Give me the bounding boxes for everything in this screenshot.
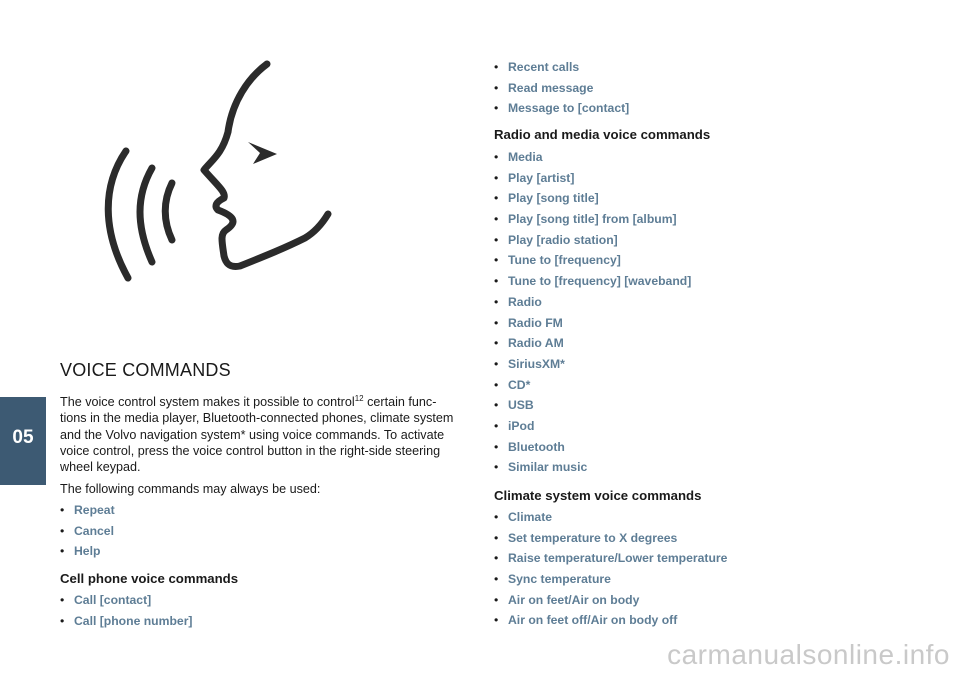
command-item: • Radio FM (494, 315, 691, 336)
sound-wave-middle (140, 168, 152, 262)
command-item: • SiriusXM* (494, 356, 691, 377)
sound-wave-outer (108, 151, 128, 278)
voice-control-speaking-head-icon (100, 56, 350, 286)
cell-phone-commands-continued (494, 59, 629, 121)
section-title: VOICE COMMANDS (60, 360, 231, 380)
command-item: • Climate (494, 509, 727, 530)
command-item: • Sync temperature (494, 571, 727, 592)
face-profile (204, 64, 328, 267)
command-item: • Air on feet off/Air on body off (494, 612, 727, 633)
command-item: • Help (60, 543, 115, 564)
intro-paragraph (60, 394, 462, 475)
command-item: • Media (494, 149, 691, 170)
command-item: • iPod (494, 418, 691, 439)
chapter-tab (0, 397, 46, 485)
intro-text-end: certain func-tions in the media player, Bluetooth-connected phones, climate system and the Volvo navigation system* using voice commands. To activate voice control, press the voice control button in the right-side steering wheel keypad. (60, 395, 454, 475)
command-item: • Recent calls (494, 59, 629, 80)
command-item: • Call [phone number] (60, 613, 193, 634)
command-item: • Tune to [frequency] [waveband] (494, 273, 691, 294)
cell-phone-heading: Cell phone voice commands (60, 571, 239, 586)
command-item: • CD* (494, 377, 691, 398)
climate-commands-list (494, 509, 727, 633)
command-item: • Raise temperature/Lower temperature (494, 550, 727, 571)
command-item: • Air on feet/Air on body (494, 592, 727, 613)
always-commands-intro: The following commands may always be used: (60, 482, 321, 496)
command-item: • Bluetooth (494, 439, 691, 460)
footnote-reference: 12 (354, 394, 364, 403)
sound-wave-inner (165, 183, 172, 240)
command-item: • Call [contact] (60, 592, 193, 613)
command-item: • Radio (494, 294, 691, 315)
command-item: • Tune to [frequency] (494, 252, 691, 273)
command-item: • Similar music (494, 459, 691, 480)
command-item: • Play [artist] (494, 170, 691, 191)
always-commands-list (60, 502, 115, 564)
climate-heading: Climate system voice commands (494, 488, 702, 503)
command-item: • Play [song title] from [album] (494, 211, 691, 232)
command-item: • Cancel (60, 523, 115, 544)
intro-text-start: The voice control system makes it possible to control (60, 395, 355, 409)
command-item: • Set temperature to X degrees (494, 530, 727, 551)
command-item: • Read message (494, 80, 629, 101)
cell-phone-commands-list (60, 592, 193, 633)
command-item: • USB (494, 397, 691, 418)
radio-media-heading: Radio and media voice commands (494, 127, 711, 142)
chapter-number: 05 (12, 427, 34, 448)
command-item: • Repeat (60, 502, 115, 523)
radio-media-commands-list (494, 149, 691, 480)
eye-shape (248, 142, 277, 164)
command-item: • Play [song title] (494, 190, 691, 211)
command-item: • Message to [contact] (494, 100, 629, 121)
command-item: • Play [radio station] (494, 232, 691, 253)
watermark: carmanualsonline.info (667, 639, 950, 670)
command-item: • Radio AM (494, 335, 691, 356)
